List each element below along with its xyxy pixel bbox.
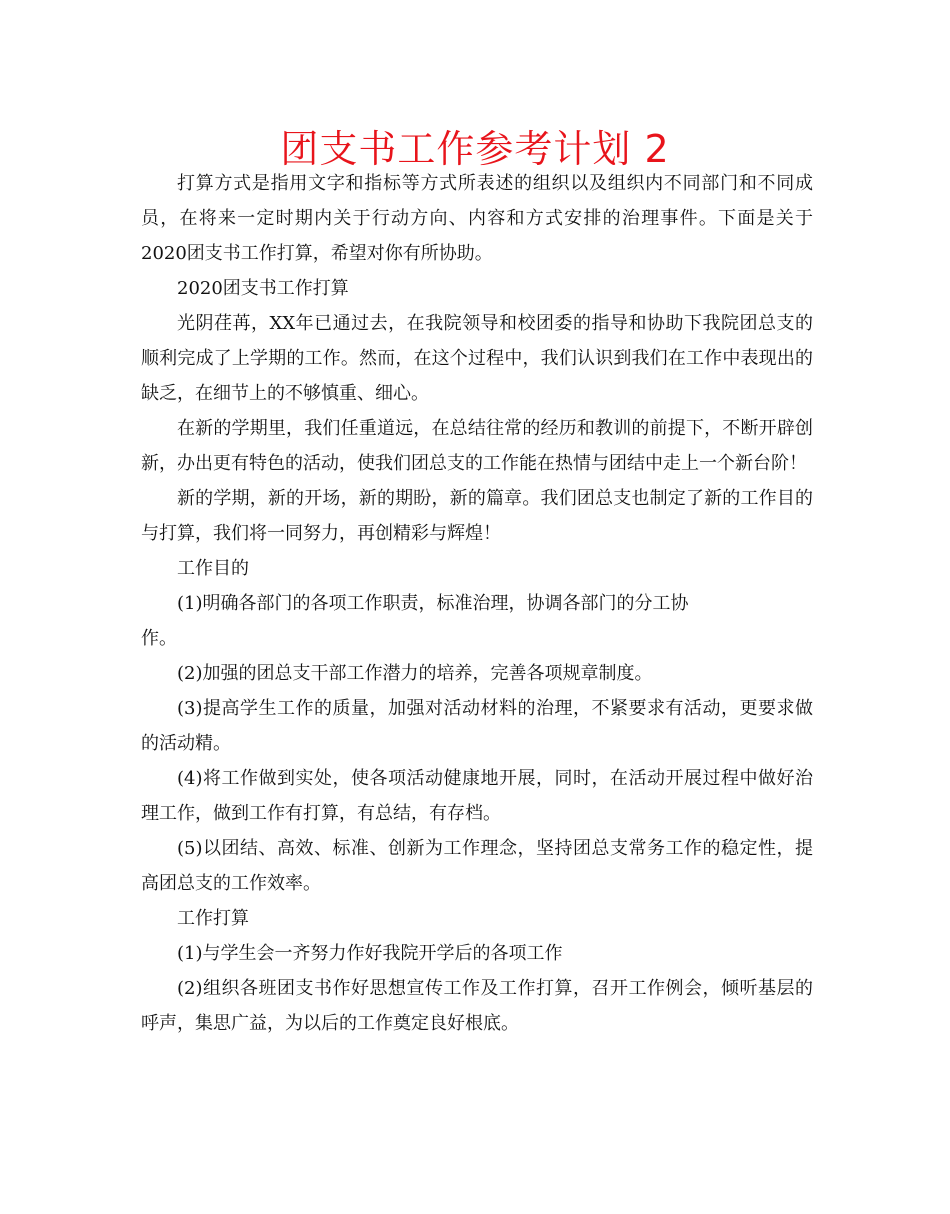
- document-title: 团支书工作参考计划 2: [280, 127, 670, 171]
- intro-paragraph: 打算方式是指用文字和指标等方式所表述的组织以及组织内不同部门和不同成员，在将来一定时期内关于行动方向、内容和方式安排的治理事件。下面是关于2020团支书工作打算，希望对你有所协助。: [141, 173, 813, 264]
- paragraph-new-goals: 新的学期，新的开场，新的期盼，新的篇章。我们团总支也制定了新的工作目的与打算，我们将一同努力，再创精彩与辉煌！: [141, 488, 813, 544]
- goal-item-3: (3)提高学生工作的质量，加强对活动材料的治理，不紧要求有活动，更要求做的活动精。: [141, 698, 813, 754]
- paragraph-review: 光阴荏苒，XX年已通过去，在我院领导和校团委的指导和协助下我院团总支的顺利完成了上学期的工作。然而，在这个过程中，我们认识到我们在工作中表现出的缺乏，在细节上的不够慎重、细心。: [141, 313, 813, 404]
- goal-item-4: (4)将工作做到实处，使各项活动健康地开展，同时，在活动开展过程中做好治理工作，做到工作有打算，有总结，有存档。: [141, 768, 813, 824]
- paragraph-new-term: 在新的学期里，我们任重道远，在总结往常的经历和教训的前提下，不断开辟创新，办出更有特色的活动，使我们团总支的工作能在热情与团结中走上一个新台阶！: [141, 418, 813, 474]
- goal-item-1: (1)明确各部门的各项工作职责，标准治理，协调各部门的分工协: [177, 593, 689, 614]
- section-heading-goals: 工作目的: [177, 558, 249, 579]
- plan-item-2: (2)组织各班团支书作好思想宣传工作及工作打算，召开工作例会，倾听基层的呼声，集思广益，为以后的工作奠定良好根底。: [141, 978, 813, 1034]
- plan-item-1: (1)与学生会一齐努力作好我院开学后的各项工作: [177, 943, 563, 964]
- goal-item-5: (5)以团结、高效、标准、创新为工作理念，坚持团总支常务工作的稳定性，提高团总支的工作效率。: [141, 838, 813, 894]
- section-heading-work-plan: 工作打算: [177, 908, 249, 929]
- goal-item-1-continuation: 作。: [141, 628, 177, 649]
- document-body: [141, 166, 813, 1041]
- section-heading-plan: 2020团支书工作打算: [177, 278, 349, 299]
- goal-item-2: (2)加强的团总支干部工作潜力的培养，完善各项规章制度。: [177, 663, 653, 684]
